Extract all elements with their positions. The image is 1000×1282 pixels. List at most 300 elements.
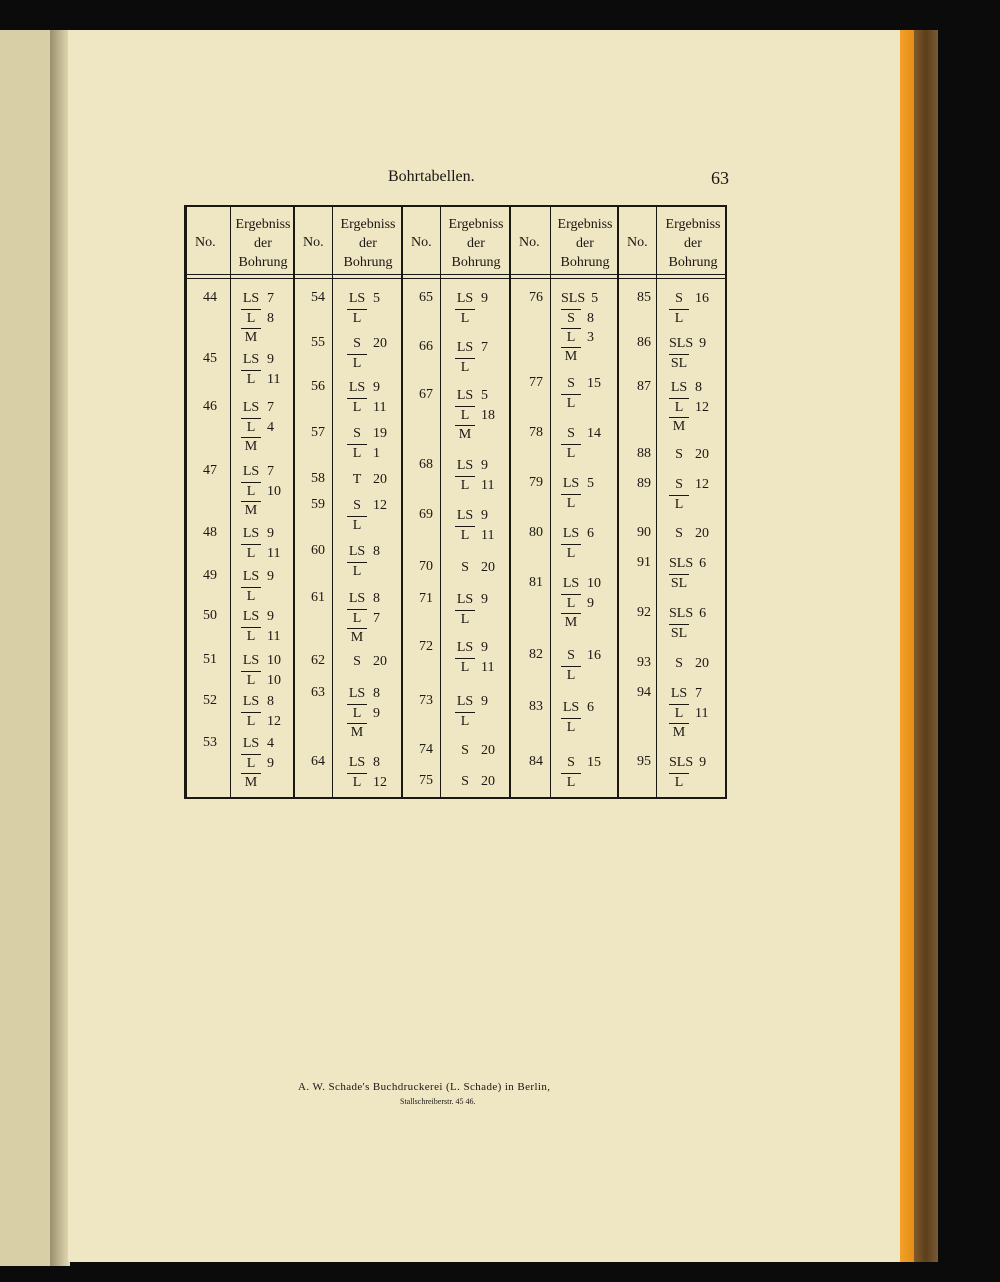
borehole-number: 61 (311, 590, 325, 605)
header-no: No. (195, 235, 216, 250)
soil-symbol: L (347, 704, 367, 723)
soil-symbol: LS (562, 476, 580, 491)
boring-result (669, 754, 706, 792)
boring-result (347, 590, 380, 647)
result-line (561, 613, 601, 632)
result-line (669, 417, 709, 436)
soil-symbol: L (561, 594, 581, 613)
soil-symbol: M (347, 628, 367, 647)
depth-value: 6 (699, 606, 707, 621)
boring-result (455, 387, 495, 444)
depth-value: 3 (587, 330, 594, 345)
soil-symbol: L (669, 495, 689, 514)
depth-value: 20 (373, 336, 387, 351)
borehole-number: 76 (529, 290, 543, 305)
soil-symbol: LS (242, 291, 260, 306)
soil-symbol: L (455, 658, 475, 677)
depth-value: 12 (267, 714, 281, 729)
header-result: Ergebniss der Bohrung (557, 217, 613, 270)
boring-result (561, 375, 601, 413)
result-line (347, 609, 380, 628)
result-line (669, 574, 706, 593)
borehole-number: 75 (419, 773, 433, 788)
soil-symbol: L (455, 358, 475, 377)
boring-result (455, 591, 488, 629)
boring-result (241, 608, 280, 646)
result-line (669, 685, 708, 704)
result-line (347, 290, 380, 309)
result-line (669, 354, 706, 373)
page-number: 63 (711, 168, 729, 188)
borehole-number: 68 (419, 457, 433, 472)
depth-value: 9 (267, 609, 274, 624)
depth-value: 8 (587, 311, 594, 326)
boring-result (561, 475, 594, 513)
borehole-number: 52 (203, 693, 217, 708)
soil-symbol: LS (456, 592, 474, 607)
soil-symbol: S (353, 336, 361, 351)
result-line (241, 501, 281, 520)
result-line (241, 735, 274, 754)
header-no: No. (303, 235, 324, 250)
soil-symbol: L (241, 418, 261, 437)
depth-value: 8 (373, 544, 380, 559)
soil-symbol: L (561, 394, 581, 413)
boring-result (669, 379, 709, 436)
borehole-number: 94 (637, 685, 651, 700)
borehole-number: 67 (419, 387, 433, 402)
result-line (241, 463, 281, 482)
result-line (669, 525, 709, 544)
borehole-number: 79 (529, 475, 543, 490)
result-line (669, 309, 709, 328)
borehole-number: 65 (419, 290, 433, 305)
soil-symbol: L (561, 666, 581, 685)
soil-symbol: T (352, 472, 362, 487)
soil-symbol: L (241, 482, 261, 501)
result-line (241, 482, 281, 501)
boring-result (561, 425, 601, 463)
result-line (455, 693, 488, 712)
soil-symbol: M (455, 425, 475, 444)
soil-symbol: LS (348, 291, 366, 306)
soil-symbol: LS (348, 380, 366, 395)
depth-value: 20 (481, 774, 495, 789)
result-line (669, 754, 706, 773)
soil-symbol: L (241, 309, 261, 328)
depth-value: 5 (481, 388, 488, 403)
result-line (455, 773, 495, 792)
soil-symbol: L (347, 609, 367, 628)
header-result: Ergebniss der Bohrung (665, 217, 721, 270)
result-line (455, 290, 488, 309)
borehole-number: 49 (203, 568, 217, 583)
boring-result (347, 653, 387, 672)
result-line (669, 704, 708, 723)
soil-symbol: L (669, 309, 689, 328)
depth-value: 15 (587, 376, 601, 391)
soil-symbol: LS (456, 508, 474, 523)
boring-result (347, 543, 380, 581)
soil-symbol: M (669, 417, 689, 436)
result-line (347, 754, 387, 773)
soil-symbol: M (561, 613, 581, 632)
borehole-number: 51 (203, 652, 217, 667)
depth-value: 7 (267, 464, 274, 479)
result-line (455, 309, 488, 328)
depth-value: 6 (587, 526, 594, 541)
boring-result (561, 754, 601, 792)
soil-symbol: SLS (669, 755, 694, 770)
soil-symbol: LS (242, 694, 260, 709)
depth-value: 12 (373, 498, 387, 513)
depth-value: 9 (481, 640, 488, 655)
header-no: No. (411, 235, 432, 250)
header-no: No. (519, 235, 540, 250)
soil-symbol: L (455, 406, 475, 425)
borehole-number: 50 (203, 608, 217, 623)
result-line (241, 652, 281, 671)
borehole-number: 54 (311, 290, 325, 305)
depth-value: 12 (695, 477, 709, 492)
soil-symbol: L (347, 562, 367, 581)
boring-result (455, 639, 494, 677)
depth-value: 6 (699, 556, 707, 571)
result-line (347, 335, 387, 354)
depth-value: 9 (699, 336, 707, 351)
boring-result (347, 335, 387, 373)
borehole-number: 90 (637, 525, 651, 540)
boring-result (347, 379, 386, 417)
soil-symbol: LS (242, 569, 260, 584)
boring-result (669, 655, 709, 674)
borehole-number: 48 (203, 525, 217, 540)
result-line (347, 653, 387, 672)
soil-symbol: LS (242, 736, 260, 751)
depth-value: 4 (267, 420, 274, 435)
soil-symbol: L (561, 444, 581, 463)
depth-value: 8 (267, 694, 274, 709)
depth-value: 12 (695, 400, 709, 415)
soil-symbol: S (675, 447, 683, 462)
header-result: Ergebniss der Bohrung (340, 217, 396, 270)
soil-symbol: L (241, 544, 261, 563)
result-line (347, 309, 380, 328)
result-line (241, 418, 274, 437)
soil-symbol: LS (562, 526, 580, 541)
depth-value: 7 (695, 686, 702, 701)
borehole-number: 59 (311, 497, 325, 512)
borehole-number: 89 (637, 476, 651, 491)
depth-value: 20 (373, 654, 387, 669)
result-line (347, 773, 387, 792)
depth-value: 7 (267, 400, 274, 415)
result-line (561, 525, 594, 544)
result-line (561, 309, 598, 328)
soil-symbol: L (455, 476, 475, 495)
depth-value: 6 (587, 700, 594, 715)
soil-symbol: LS (456, 458, 474, 473)
result-line (455, 610, 488, 629)
borehole-number: 91 (637, 555, 651, 570)
facing-page-edge (0, 30, 52, 1266)
running-title: Bohrtabellen. (388, 168, 475, 185)
result-line (455, 476, 494, 495)
borehole-number: 88 (637, 446, 651, 461)
result-line (561, 375, 601, 394)
result-line (669, 655, 709, 674)
soil-symbol: LS (242, 609, 260, 624)
depth-value: 9 (481, 592, 488, 607)
depth-value: 11 (481, 528, 495, 543)
soil-symbol: L (561, 494, 581, 513)
soil-symbol: M (241, 501, 261, 520)
result-line (455, 658, 494, 677)
soil-symbol: L (455, 309, 475, 328)
soil-symbol: LS (562, 700, 580, 715)
result-line (561, 290, 598, 309)
soil-symbol: S (353, 426, 361, 441)
boring-result (241, 652, 281, 690)
soil-symbol: S (567, 648, 575, 663)
result-line (561, 754, 601, 773)
result-line (241, 693, 281, 712)
result-line (455, 507, 494, 526)
boring-result (241, 568, 274, 606)
soil-symbol: S (567, 426, 575, 441)
borehole-number: 86 (637, 335, 651, 350)
depth-value: 20 (695, 526, 709, 541)
boring-result (669, 605, 706, 643)
result-line (241, 754, 274, 773)
soil-symbol: S (675, 656, 683, 671)
result-line (241, 712, 281, 731)
depth-value: 15 (587, 755, 601, 770)
soil-symbol: L (455, 610, 475, 629)
result-line (561, 494, 594, 513)
result-line (561, 544, 594, 563)
result-line (347, 704, 380, 723)
boring-result (347, 471, 387, 490)
soil-symbol: LS (348, 591, 366, 606)
result-line (347, 516, 387, 535)
borehole-number: 60 (311, 543, 325, 558)
result-line (669, 723, 708, 742)
soil-symbol: LS (456, 388, 474, 403)
depth-value: 4 (267, 736, 274, 751)
borehole-number: 62 (311, 653, 325, 668)
borehole-number: 73 (419, 693, 433, 708)
soil-symbol: SL (670, 356, 688, 371)
result-line (455, 742, 495, 761)
borehole-number: 69 (419, 507, 433, 522)
result-line (347, 471, 387, 490)
depth-value: 11 (481, 478, 495, 493)
soil-symbol: S (567, 755, 575, 770)
result-line (455, 425, 495, 444)
soil-symbol: L (669, 773, 689, 792)
soil-symbol: L (347, 444, 367, 463)
borehole-number: 70 (419, 559, 433, 574)
soil-symbol: L (241, 712, 261, 731)
boring-result (347, 290, 380, 328)
depth-value: 10 (267, 484, 281, 499)
boring-result (241, 525, 280, 563)
result-line (561, 475, 594, 494)
soil-symbol: LS (242, 653, 260, 668)
result-line (561, 575, 601, 594)
borehole-number: 81 (529, 575, 543, 590)
soil-symbol: LS (562, 576, 580, 591)
soil-symbol: LS (456, 640, 474, 655)
result-line (241, 773, 274, 792)
borehole-number: 58 (311, 471, 325, 486)
depth-value: 10 (267, 673, 281, 688)
boring-result (347, 754, 387, 792)
depth-value: 9 (481, 694, 488, 709)
result-line (561, 699, 594, 718)
soil-symbol: SLS (669, 606, 694, 621)
header-result: Ergebniss der Bohrung (448, 217, 504, 270)
result-line (669, 773, 706, 792)
soil-symbol: L (241, 754, 261, 773)
borehole-table (184, 205, 727, 799)
depth-value: 11 (267, 546, 281, 561)
soil-symbol: L (561, 773, 581, 792)
result-line (561, 773, 601, 792)
soil-symbol: L (241, 627, 261, 646)
depth-value: 20 (373, 472, 387, 487)
depth-value: 11 (695, 706, 709, 721)
depth-value: 20 (695, 656, 709, 671)
soil-symbol: LS (348, 686, 366, 701)
depth-value: 7 (481, 340, 488, 355)
result-line (561, 718, 594, 737)
borehole-number: 82 (529, 647, 543, 662)
soil-symbol: S (461, 560, 469, 575)
soil-symbol: LS (670, 380, 688, 395)
soil-symbol: L (347, 354, 367, 373)
soil-symbol: LS (348, 544, 366, 559)
depth-value: 9 (267, 526, 274, 541)
result-line (455, 639, 494, 658)
soil-symbol: SLS (669, 556, 694, 571)
borehole-number: 87 (637, 379, 651, 394)
result-line (241, 351, 280, 370)
borehole-number: 85 (637, 290, 651, 305)
depth-value: 9 (587, 596, 594, 611)
soil-symbol: LS (242, 464, 260, 479)
depth-value: 9 (373, 380, 380, 395)
result-line (241, 671, 281, 690)
printer-imprint: A. W. Schade's Buchdruckerei (L. Schade) in Berlin, (298, 1081, 551, 1093)
depth-value: 7 (267, 291, 274, 306)
result-line (347, 685, 380, 704)
result-line (455, 457, 494, 476)
borehole-number: 93 (637, 655, 651, 670)
soil-symbol: L (561, 718, 581, 737)
result-line (455, 387, 495, 406)
boring-result (669, 525, 709, 544)
borehole-number: 74 (419, 742, 433, 757)
result-line (455, 358, 488, 377)
borehole-number: 78 (529, 425, 543, 440)
depth-value: 11 (267, 372, 281, 387)
boring-result (455, 339, 488, 377)
boring-result (669, 335, 706, 373)
result-line (561, 394, 601, 413)
soil-symbol: M (241, 328, 261, 347)
depth-value: 5 (587, 476, 594, 491)
result-line (347, 354, 387, 373)
result-line (347, 497, 387, 516)
soil-symbol: S (567, 376, 575, 391)
boring-result (241, 399, 274, 456)
soil-symbol: M (561, 347, 581, 366)
soil-symbol: SLS (669, 336, 694, 351)
result-line (561, 425, 601, 444)
borehole-number: 95 (637, 754, 651, 769)
soil-symbol: LS (456, 694, 474, 709)
result-line (241, 290, 274, 309)
result-line (455, 712, 488, 731)
depth-value: 10 (267, 653, 281, 668)
result-line (669, 605, 706, 624)
result-line (669, 335, 706, 354)
depth-value: 20 (695, 447, 709, 462)
borehole-number: 63 (311, 685, 325, 700)
boring-result (455, 290, 488, 328)
boring-result (669, 555, 706, 593)
soil-symbol: LS (242, 352, 260, 367)
soil-symbol: S (561, 309, 581, 328)
soil-symbol: L (455, 712, 475, 731)
depth-value: 9 (481, 458, 488, 473)
result-line (347, 425, 387, 444)
soil-symbol: LS (670, 686, 688, 701)
borehole-number: 53 (203, 735, 217, 750)
result-line (347, 590, 380, 609)
soil-symbol: LS (456, 291, 474, 306)
depth-value: 9 (267, 569, 274, 584)
soil-symbol: M (241, 773, 261, 792)
depth-value: 11 (267, 629, 281, 644)
depth-value: 8 (695, 380, 702, 395)
borehole-number: 77 (529, 375, 543, 390)
soil-symbol: LS (242, 526, 260, 541)
soil-symbol: L (241, 671, 261, 690)
result-line (241, 627, 280, 646)
result-line (241, 399, 274, 418)
depth-value: 9 (699, 755, 707, 770)
depth-value: 9 (481, 291, 488, 306)
boring-result (241, 693, 281, 731)
depth-value: 11 (373, 400, 387, 415)
borehole-number: 44 (203, 290, 217, 305)
result-line (455, 591, 488, 610)
soil-symbol: L (347, 773, 367, 792)
depth-value: 11 (481, 660, 495, 675)
result-line (669, 398, 709, 417)
boring-result (241, 463, 281, 520)
result-line (561, 328, 598, 347)
soil-symbol: LS (456, 340, 474, 355)
depth-value: 5 (591, 291, 599, 306)
result-line (241, 328, 274, 347)
depth-value: 9 (267, 352, 274, 367)
result-line (455, 559, 495, 578)
borehole-number: 71 (419, 591, 433, 606)
